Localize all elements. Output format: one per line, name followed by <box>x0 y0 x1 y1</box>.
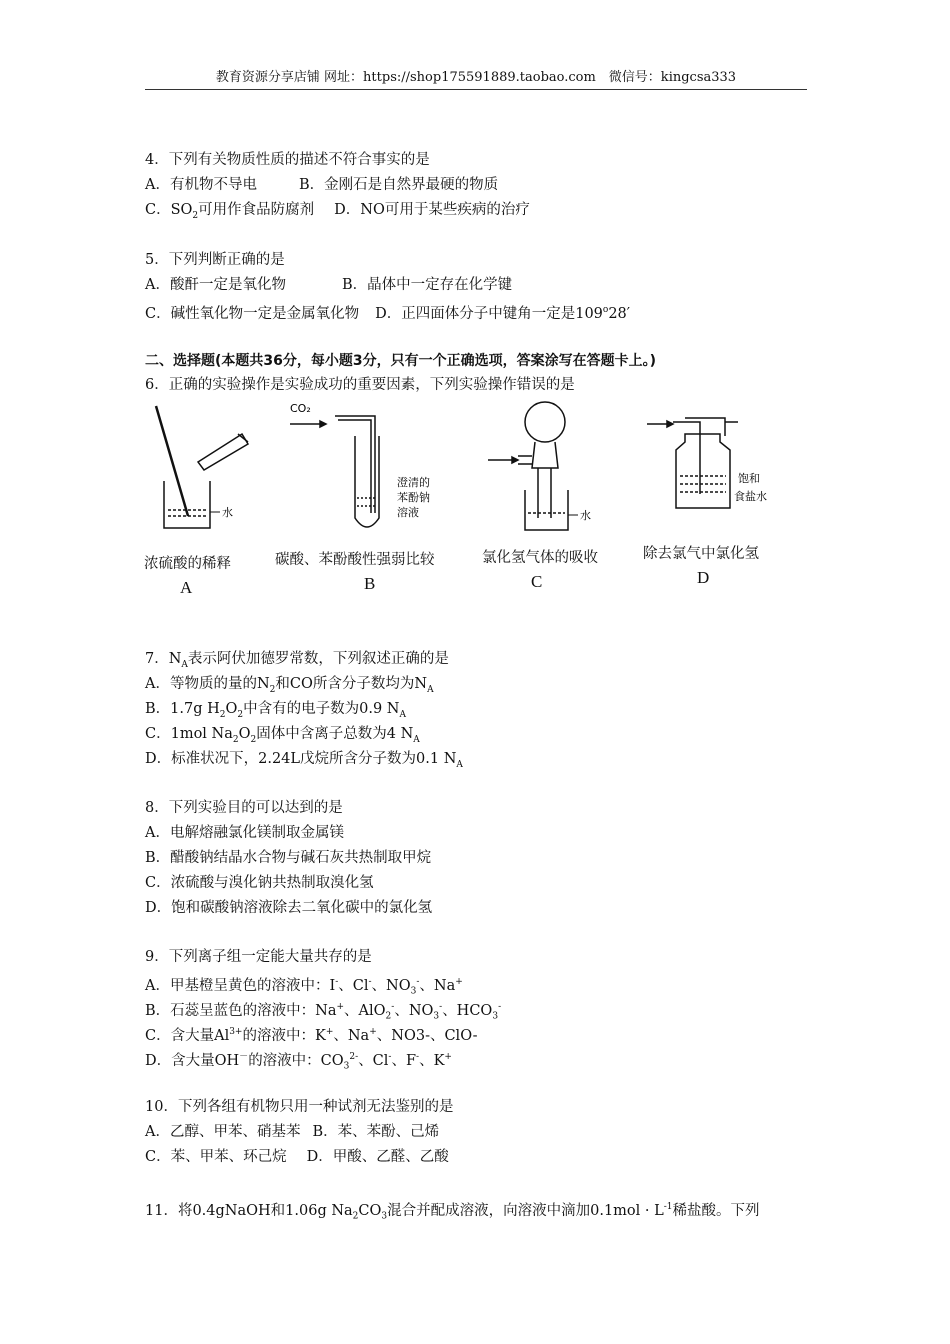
fig-a-letter: A <box>180 578 193 597</box>
fig-b-sol-label-3: 溶液 <box>397 506 419 519</box>
q5-options-ab <box>145 275 512 295</box>
q9-option-c: C．含大量$Al^{3+}$的溶液中：K+、Na+、NO3-、ClO- <box>145 1027 478 1044</box>
q5-options-cd <box>145 300 630 324</box>
q10-stem: 10．下列各组有机物只用一种试剂无法鉴别的是 <box>145 1099 454 1115</box>
q10-option-a: A．乙醇、甲苯、硝基苯 <box>145 1124 301 1140</box>
q9-option-d: D．含大量OH－的溶液中：$CO_3^{2-}$、Cl-、F-、K+ <box>145 1052 452 1072</box>
q9-option-a: A．甲基橙呈黄色的溶液中：I-、Cl-、$NO_3^-$、Na+ <box>145 977 463 997</box>
q9-option-b: B．石蕊呈蓝色的溶液中：Na+、AlO$_2$-、$NO_3^-$、$HCO_3^-$ <box>145 1002 502 1022</box>
q7-option-c: C．1mol $Na_2O_2$固体中含离子总数为4 $N_A$ <box>145 726 420 745</box>
q11-stem: 11．将0.4gNaOH和1.06g $Na_2CO_3$混合并配成溶液，向溶液中滴加$0.1mol \cdot L^{-1}$稀盐酸。下列 <box>145 1202 760 1222</box>
q8-option-c: C．浓硫酸与溴化钠共热制取溴化氢 <box>145 875 374 891</box>
fig-b-letter: B <box>364 574 376 593</box>
q10-options-ab <box>145 1122 439 1142</box>
fig-d-sat-label-1: 饱和 <box>738 472 760 485</box>
fig-a-apparatus <box>156 406 248 528</box>
q7-option-b: B．1.7g $H_2O_2$中含有的电子数为0.9 $N_A$ <box>145 701 406 720</box>
fig-b-co2-label: CO₂ <box>290 402 311 415</box>
fig-c-caption: 氯化氢气体的吸收 <box>482 550 598 566</box>
q8-option-a: A．电解熔融氯化镁制取金属镁 <box>145 825 344 841</box>
fig-d-letter: D <box>697 568 710 587</box>
fig-c-apparatus <box>488 402 578 530</box>
q8-option-b: B．醋酸钠结晶水合物与碱石灰共热制取甲烷 <box>145 850 432 866</box>
q9-stem: 9．下列离子组一定能大量共存的是 <box>145 949 372 965</box>
q6-stem: 6．正确的实验操作是实验成功的重要因素，下列实验操作错误的是 <box>145 377 575 393</box>
q5-stem: 5．下列判断正确的是 <box>145 252 285 268</box>
q4-stem: 4．下列有关物质性质的描述不符合事实的是 <box>145 152 430 168</box>
q10-option-d: D．甲酸、乙醛、乙酸 <box>306 1149 449 1165</box>
q5-option-c: C．碱性氧化物一定是金属氧化物 <box>145 305 360 322</box>
fig-c-water-label: 水 <box>580 509 591 522</box>
q7-option-a: A．等物质的量的$N_2$和CO所含分子数均为$N_A$ <box>145 676 434 695</box>
q5-option-a: A．酸酐一定是氧化物 <box>145 277 286 293</box>
q10-option-b: B．苯、苯酚、己烯 <box>312 1124 440 1140</box>
q5-option-d: D．正四面体分子中键角一定是109$^o$28′ <box>375 305 631 322</box>
fig-d-apparatus <box>647 418 738 508</box>
fig-a-caption: 浓硫酸的稀释 <box>144 556 231 572</box>
q4-options-ab <box>145 175 498 195</box>
q10-options-cd <box>145 1147 449 1167</box>
fig-b-sol-label-2: 苯酚钠 <box>397 491 430 504</box>
fig-b-apparatus <box>290 416 379 527</box>
fig-c-letter: C <box>531 572 543 591</box>
page-header: 教育资源分享店铺 网址：https://shop175591889.taobao.com 微信号：kingcsa333 <box>145 66 807 90</box>
q4-option-b: B．金刚石是自然界最硬的物质 <box>298 177 499 193</box>
section-2-heading: 二、选择题(本题共36分，每小题3分，只有一个正确选项，答案涂写在答题卡上。) <box>145 353 657 369</box>
q7-option-d: D．标准状况下，2.24L戊烷所含分子数为0.1 $N_A$ <box>145 751 463 770</box>
q4-option-c: C．$SO_2$可用作食品防腐剂 <box>145 202 315 221</box>
fig-b-caption: 碳酸、苯酚酸性强弱比较 <box>275 552 435 568</box>
q4-options-cd <box>145 200 530 226</box>
fig-a-water-label: 水 <box>222 506 233 519</box>
q8-stem: 8．下列实验目的可以达到的是 <box>145 800 343 816</box>
q4-option-d: D．NO可用于某些疾病的治疗 <box>334 202 530 218</box>
q7-stem: 7．$N_A$表示阿伏加德罗常数，下列叙述正确的是 <box>145 651 449 670</box>
q5-option-b: B．晶体中一定存在化学键 <box>341 277 513 293</box>
fig-b-sol-label-1: 澄清的 <box>397 476 430 489</box>
q6-figure <box>140 398 820 548</box>
fig-d-caption: 除去氯气中氯化氢 <box>643 546 759 562</box>
q10-option-c: C．苯、甲苯、环己烷 <box>145 1149 287 1165</box>
fig-d-sat-label-2: 食盐水 <box>734 490 767 503</box>
q4-option-a: A．有机物不导电 <box>145 177 257 193</box>
q8-option-d: D．饱和碳酸钠溶液除去二氧化碳中的氯化氢 <box>145 900 433 916</box>
